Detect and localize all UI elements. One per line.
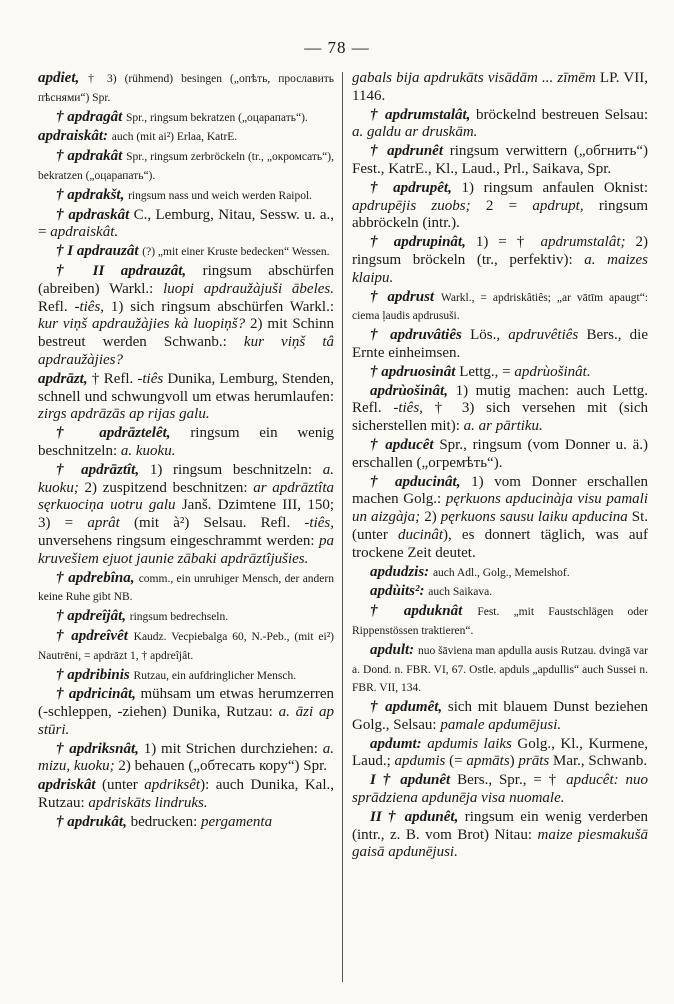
dictionary-entry xyxy=(38,570,334,608)
entry-text: 1) = † xyxy=(475,234,541,251)
entry-headword: apdiet, xyxy=(38,70,89,86)
entry-headword: † I apdrauzât xyxy=(56,243,143,260)
dictionary-entry xyxy=(38,741,334,777)
entry-headword: † apdraskât xyxy=(56,206,134,223)
entry-text: (unter xyxy=(101,777,145,794)
entry-headword: † apduknât xyxy=(370,603,478,620)
dictionary-entry xyxy=(38,148,334,186)
entry-text: mühsam um etwas herumzerren (-schleppen, -ziehen) Dunika, Rutzau: xyxy=(38,686,334,721)
entry-text: 2) mit Schinn bestreut werden Schwanb.: xyxy=(38,316,334,351)
dictionary-entry xyxy=(352,107,648,143)
entry-text: apdumis laiks xyxy=(427,735,512,752)
entry-text: † 3) sich versehen mit (sich sicherstellen mit): xyxy=(352,400,649,435)
entry-text: -tiês, xyxy=(304,515,334,532)
entry-text: a. kuoku; xyxy=(38,461,334,496)
entry-headword: † apdrakšt, xyxy=(56,186,129,203)
entry-text: -tiês, xyxy=(74,298,105,315)
dictionary-entry xyxy=(352,383,648,436)
dictionary-entry xyxy=(38,628,334,666)
dictionary-entry xyxy=(352,809,648,862)
entry-text: Dunika, Lemburg, Stenden, schnell und schwungvoll um etwas herumlaufen: xyxy=(38,370,335,405)
entry-text: 2 = xyxy=(470,197,533,214)
entry-text: Refl. xyxy=(38,298,75,315)
entry-text: pergamenta xyxy=(201,813,273,830)
entry-text: Janš. Dzimtene III, 150; 3) = xyxy=(38,497,334,532)
entry-headword: † apdrāztît, xyxy=(56,461,150,478)
entry-text: ringsum bedrechseln. xyxy=(129,611,229,624)
entry-text: ) xyxy=(509,753,519,770)
dictionary-entry xyxy=(38,263,334,370)
entry-text: 1) vom Donner erschallen machen Golg.: xyxy=(352,473,648,508)
entry-headword: † apdrāztelêt, xyxy=(56,425,191,442)
entry-text: 2) behauen („обтесать кору“) Spr. xyxy=(114,758,327,775)
entry-headword: † apducêt xyxy=(370,436,440,453)
entry-text: aprât xyxy=(87,515,120,532)
entry-text: Kaudz. Vecpiebalga 60, N.-Peb., (mit ei²) Nautrēni, = apdrāzt 1, † apdreîjât. xyxy=(38,630,334,662)
entry-text: Fest. „mit Faustschlägen oder Rippenstössen traktieren“. xyxy=(352,606,648,637)
entry-text: LP. VII, 1146. xyxy=(352,70,648,104)
entry-headword: † apdrunêt xyxy=(370,143,450,160)
entry-headword: † apdreîjât, xyxy=(56,608,130,625)
entry-text: comm., ein unruhiger Mensch, der andern keine Ruhe gibt NB. xyxy=(38,572,334,604)
entry-text: apdrupējis zuobs; xyxy=(352,197,471,214)
entry-headword: † II apdrauzât, xyxy=(56,262,203,279)
entry-text: Spr., ringsum zerbröckeln (tr., „окромсать“), bekratzen („оцарапать“). xyxy=(38,151,334,182)
entry-text: Lös., xyxy=(470,327,509,344)
entry-headword: † apdruosinât xyxy=(370,363,460,380)
entry-text: ): auch Dunika, Kal., Rutzau: xyxy=(38,777,334,812)
dictionary-entry xyxy=(38,70,334,108)
entry-text: C., Lemburg, Nitau, Sessw. u. a., = xyxy=(38,206,335,241)
dictionary-entry xyxy=(352,327,648,363)
entry-text: 2) xyxy=(420,509,441,526)
entry-text: a. ar pārtiku. xyxy=(463,418,543,435)
entry-text: pa kruvešiem ejuot jaunie zābaki apdrāztîjušies. xyxy=(38,532,334,567)
dictionary-entry xyxy=(38,777,334,813)
entry-text: Bers., Spr., = † xyxy=(457,772,567,789)
entry-text: Spr., ringsum bekratzen („оцарапать“). xyxy=(126,111,308,124)
dictionary-column-left xyxy=(38,70,334,833)
entry-text: † 3) (rühmend) besingen („опѣть, прославить пѣснями“) Spr. xyxy=(38,73,334,104)
entry-text: zirgs apdrāzās ap rijas galu. xyxy=(38,406,210,423)
dictionary-entry xyxy=(38,128,334,147)
entry-text: ringsum ein wenig beschnitzeln: xyxy=(38,425,335,459)
entry-headword: † apdragât xyxy=(56,108,127,125)
entry-text: 2) ringsum bröckeln (tr., perfektiv): xyxy=(352,234,648,268)
entry-text: Lettg., = xyxy=(459,363,515,380)
entry-text: 2) zuspitzend beschnitzen: xyxy=(78,479,254,496)
entry-text: ringsum abbröckeln (intr.). xyxy=(352,197,648,232)
entry-text: apdriskāts lindruks. xyxy=(88,795,208,812)
entry-text: apdrùošinât. xyxy=(514,363,591,380)
entry-headword: † apdreîvêt xyxy=(56,627,134,644)
entry-text: Golg., Kl., Kurmene, Laud.; xyxy=(352,735,648,770)
entry-text: a. maizes klaipu. xyxy=(352,251,648,286)
entry-headword: † apdrumstalât, xyxy=(370,106,477,123)
entry-text: ringsum abschürfen (abreiben) Warkl.: xyxy=(38,262,335,297)
entry-text: pęrkuons sausu laiku apducina xyxy=(440,509,628,526)
entry-text: bedrucken: xyxy=(130,813,201,830)
dictionary-entry xyxy=(352,143,648,179)
entry-text: a. mizu, kuoku; xyxy=(38,740,334,775)
dictionary-entry xyxy=(352,364,648,382)
dictionary-entry xyxy=(38,667,334,686)
entry-text: apdruvêtiês xyxy=(508,327,579,344)
entry-text: pęrkuons apducinàja visu pamali un aizgàja; xyxy=(352,491,648,526)
entry-text: (?) „mit einer Kruste bedecken“ Wessen. xyxy=(142,246,330,259)
entry-text: St. (unter xyxy=(352,509,649,543)
entry-text: ringsum verwittern („обгнить“) Fest., KatrE., Kl., Laud., Prl., Saikava, Spr. xyxy=(352,143,648,177)
dictionary-entry xyxy=(352,180,648,233)
entry-headword: † apducinât, xyxy=(370,473,472,490)
entry-text: auch Adl., Golg., Memelshof. xyxy=(432,566,570,579)
dictionary-entry xyxy=(352,234,648,287)
entry-headword: † apdrebîna, xyxy=(56,569,139,586)
dictionary-entry xyxy=(352,474,648,563)
dictionary-column-right xyxy=(352,70,648,863)
entry-text: ducinât xyxy=(398,526,443,543)
dictionary-entry xyxy=(352,642,648,698)
dictionary-entry xyxy=(38,187,334,206)
dictionary-entry xyxy=(38,425,334,461)
entry-text: ringsum nass und weich werden Raipol. xyxy=(128,189,313,202)
dictionary-entry xyxy=(352,603,648,641)
dictionary-entry xyxy=(38,814,334,832)
dictionary-entry xyxy=(352,564,648,583)
entry-headword: † apdrupêt, xyxy=(370,179,462,196)
entry-text: sich mit blauem Dunst beziehen Golg., Selsau: xyxy=(352,699,648,733)
entry-text: Rutzau, ein aufdringlicher Mensch. xyxy=(133,669,297,682)
entry-headword: † apdruvâtiês xyxy=(370,327,471,344)
entry-text: apdriksêt xyxy=(144,777,201,794)
entry-headword: apdult: xyxy=(370,641,418,658)
entry-text: apdrumstalât; xyxy=(540,234,626,251)
dictionary-entry xyxy=(38,686,334,739)
entry-text: auch Saikava. xyxy=(428,586,493,599)
entry-text: luopi apdraužàjuši ābeles. xyxy=(163,280,334,297)
entry-headword: † apdriksnât, xyxy=(56,740,144,757)
dictionary-entry xyxy=(352,70,648,106)
dictionary-entry xyxy=(352,583,648,602)
entry-headword: apdriskât xyxy=(38,777,102,794)
entry-text: apdumis xyxy=(394,753,446,770)
entry-headword: † apdrukât, xyxy=(56,813,131,830)
entry-text: auch (mit ai²) Erlaa, KatrE. xyxy=(111,131,238,144)
entry-text: Spr., ringsum (vom Donner u. ä.) erschallen („огремѣть“). xyxy=(352,436,649,471)
entry-text: 1) mutig machen: auch Lettg. Refl. xyxy=(352,382,649,417)
entry-text: apdrupt, xyxy=(532,197,584,214)
entry-headword: † apdrust xyxy=(370,288,441,305)
dictionary-entry xyxy=(38,243,334,262)
entry-text: ringsum ein wenig verderben (intr., z. B. vom Brot) Nitau: xyxy=(352,808,648,843)
entry-text: maize piesmakušā gaisā apdunējusi. xyxy=(352,826,648,861)
entry-headword: II † apdunêt, xyxy=(370,808,465,825)
dictionary-entry xyxy=(38,371,334,424)
dictionary-entry xyxy=(38,109,334,128)
entry-text: apmāts xyxy=(466,753,510,770)
entry-text: pamale apdumējusi. xyxy=(440,716,562,733)
entry-text: -tiês xyxy=(137,370,164,387)
entry-text: apducêt: nuo sprādziena apdunēja visa nuomale. xyxy=(352,772,648,807)
entry-headword: † apdumêt, xyxy=(370,699,448,716)
entry-text: a. kuoku. xyxy=(120,442,176,459)
entry-text: Bers., die Ernte einheimsen. xyxy=(352,327,649,361)
entry-headword: apdùits²: xyxy=(370,583,429,600)
entry-headword: apdudzis: xyxy=(370,563,433,580)
column-divider xyxy=(342,72,343,982)
entry-text: a. āzi ap stūri. xyxy=(38,704,334,738)
entry-text: kur viņš apdraužàjies kà luopiņš? xyxy=(38,316,246,333)
entry-text: Warkl., = apdriskâtiês; „ar vātīm apaugt“: ciema ļaudis apdrusuši. xyxy=(352,291,648,323)
entry-text: gabals bija apdrukāts visādām ... zīmēm xyxy=(352,70,596,86)
entry-text: a. galdu ar druskām. xyxy=(352,124,478,141)
entry-headword: † apdrakât xyxy=(56,148,127,165)
entry-text: prāts xyxy=(518,753,550,770)
entry-text: (mit à²) Selsau. Refl. xyxy=(119,515,305,532)
dictionary-entry xyxy=(352,699,648,735)
entry-text: nuo šāviena man apdulla ausis Rutzau. dvingā var a. Dond. n. FBR. VI, 67. Ostle. apduls „apdullis“ auch Sussei n. FBR. VII, 134. xyxy=(352,644,648,695)
entry-text: bröckelnd bestreuen Selsau: xyxy=(476,106,649,123)
entry-headword: † apdrupinât, xyxy=(370,234,476,251)
entry-headword: I † apdunêt xyxy=(370,772,458,789)
entry-text: † Refl. xyxy=(91,370,138,387)
page-number: — 78 — xyxy=(304,38,370,57)
entry-text: 1) ringsum anfaulen Oknist: xyxy=(461,179,648,196)
dictionary-entry xyxy=(38,608,334,627)
dictionary-entry xyxy=(352,437,648,473)
entry-text: 1) ringsum beschnitzeln: xyxy=(149,461,323,478)
entry-headword: apdumt: xyxy=(370,735,428,752)
dictionary-entry xyxy=(38,462,334,569)
entry-headword: † apdribinis xyxy=(56,666,134,683)
entry-text: unversehens ringsum eingeschrammt werden: xyxy=(38,532,319,549)
entry-text: kur viņš tâ apdraužàjies? xyxy=(38,334,334,368)
entry-text: -tiês, xyxy=(393,400,423,417)
dictionary-entry xyxy=(38,207,334,243)
entry-text: ), es donnert täglich, was auf trockene Zeit deutet. xyxy=(352,526,648,561)
dictionary-entry xyxy=(352,289,648,327)
entry-headword: apdrùošinât, xyxy=(370,382,456,399)
entry-headword: † apdricinât, xyxy=(56,686,141,703)
entry-text: ar apdrāztîta sęrkuociņa uotru galu xyxy=(38,479,334,514)
entry-text: apdraiskât. xyxy=(50,224,119,241)
entry-text: 1) sich ringsum abschürfen Warkl.: xyxy=(104,298,334,315)
dictionary-entry xyxy=(352,736,648,772)
entry-text: (= xyxy=(445,753,467,770)
entry-text: 1) mit Strichen durchziehen: xyxy=(143,740,323,757)
dictionary-entry xyxy=(352,772,648,808)
entry-headword: apdrāzt, xyxy=(38,370,92,387)
entry-text: Mar., Schwanb. xyxy=(549,753,648,770)
entry-headword: apdraiskât: xyxy=(38,128,112,145)
